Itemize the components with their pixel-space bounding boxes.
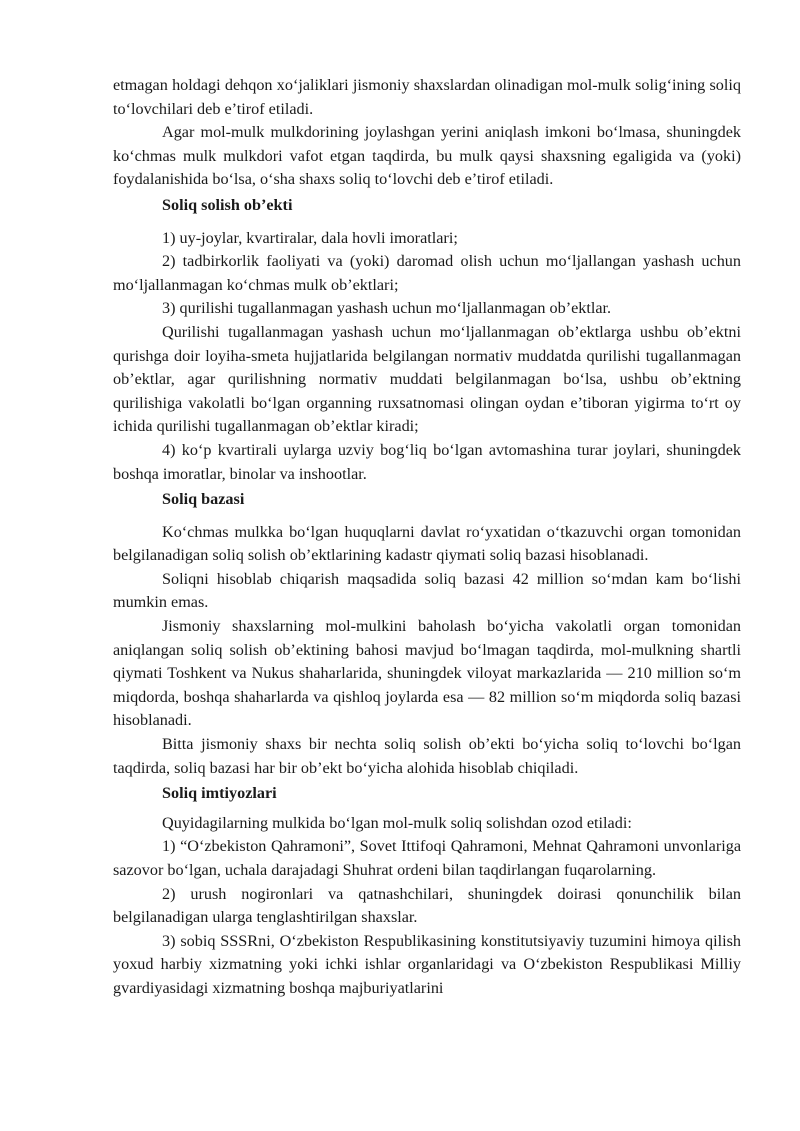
section-heading: Soliq bazasi <box>162 490 245 509</box>
paragraph: Quyidagilarning mulkida bo‘lgan mol-mulk soliq solishdan ozod etiladi: <box>162 813 632 832</box>
paragraph: Soliqni hisoblab chiqarish maqsadida soliq bazasi 42 million so‘mdan kam bo‘lishi mumkin emas. <box>113 569 741 612</box>
section-heading: Soliq imtiyozlari <box>162 784 277 803</box>
paragraph: 2) urush nogironlari va qatnashchilari, shuningdek doirasi qonunchilik bilan belgilanadigan ularga tenglashtirilgan shaxslar. <box>113 884 741 927</box>
section-heading: Soliq solish ob’ekti <box>162 195 293 214</box>
paragraph: 3) sobiq SSSRni, O‘zbekiston Respublikasining konstitutsiyaviy tuzumini himoya qilish yoxud harbiy xizmatning yoki ichki ishlar organlaridagi va O‘zbekiston Respublikasi Milliy gvardiyasidagi xizmatning boshqa majburiyatlarini <box>113 931 741 997</box>
paragraph: Jismoniy shaxslarning mol-mulkini baholash bo‘yicha vakolatli organ tomonidan aniqlangan soliq solish ob’ektining bahosi mavjud bo‘lmagan taqdirda, mol-mulkning shartli qiymati Toshkent va Nukus shaharlarida, shuningdek viloyat markazlarida — 210 million so‘m miqdorda, boshqa shaharlarda va qishloq joylarda esa — 82 million so‘m miqdorda soliq bazasi hisoblanadi. <box>113 617 741 730</box>
paragraph: 4) ko‘p kvartirali uylarga uzviy bog‘liq bo‘lgan avtomashina turar joylari, shuningdek boshqa imoratlar, binolar va inshootlar. <box>113 440 741 483</box>
paragraph: Bitta jismoniy shaxs bir nechta soliq solish ob’ekti bo‘yicha soliq to‘lovchi bo‘lgan taqdirda, soliq bazasi har bir ob’ekt bo‘yicha alohida hisoblab chiqiladi. <box>113 735 741 777</box>
paragraph: 3) qurilishi tugallanmagan yashash uchun mo‘ljallanmagan ob’ektlar. <box>162 299 612 318</box>
paragraph: 1) “O‘zbekiston Qahramoni”, Sovet Ittifoqi Qahramoni, Mehnat Qahramoni unvonlariga sazovor bo‘lgan, uchala darajadagi Shuhrat ordeni bilan taqdirlangan fuqarolarning. <box>113 837 741 879</box>
document-page <box>113 74 741 1001</box>
paragraph: 2) tadbirkorlik faoliyati va (yoki) daromad olish uchun mo‘ljallangan yashash uchun mo‘ljallanmagan ko‘chmas mulk ob’ektlari; <box>113 252 741 294</box>
paragraph: 1) uy-joylar, kvartiralar, dala hovli imoratlari; <box>162 228 458 247</box>
paragraph: Qurilishi tugallanmagan yashash uchun mo‘ljallanmagan ob’ektlarga ushbu ob’ektni qurishga doir loyiha-smeta hujjatlarida belgilangan normativ muddatda qurilishi tugallanmagan ob’ektlar, agar qurilishning normativ muddati belgilanmagan bo‘lsa, ushbu ob’ektning qurilishiga vakolatli bo‘lgan organning ruxsatnomasi olingan oydan e’tiboran yigirma to‘rt oy ichida qurilishi tugallanmagan ob’ektlar kiradi; <box>113 322 741 436</box>
paragraph: Ko‘chmas mulkka bo‘lgan huquqlarni davlat ro‘yxatidan o‘tkazuvchi organ tomonidan belgilanadigan soliq solish ob’ektlarining kadastr qiymati soliq bazasi hisoblanadi. <box>113 522 741 565</box>
paragraph: etmagan holdagi dehqon xo‘jaliklari jismoniy shaxslardan olinadigan mol-mulk solig‘ining soliq to‘lovchilari deb e’tirof etiladi. <box>113 76 741 118</box>
paragraph: Agar mol-mulk mulkdorining joylashgan yerini aniqlash imkoni bo‘lmasa, shuningdek ko‘chmas mulk mulkdori vafot etgan taqdirda, bu mulk qaysi shaxsning egaligida va (yoki) foydalanishida bo‘lsa, o‘sha shaxs soliq to‘lovchi deb e’tirof etiladi. <box>113 123 741 189</box>
